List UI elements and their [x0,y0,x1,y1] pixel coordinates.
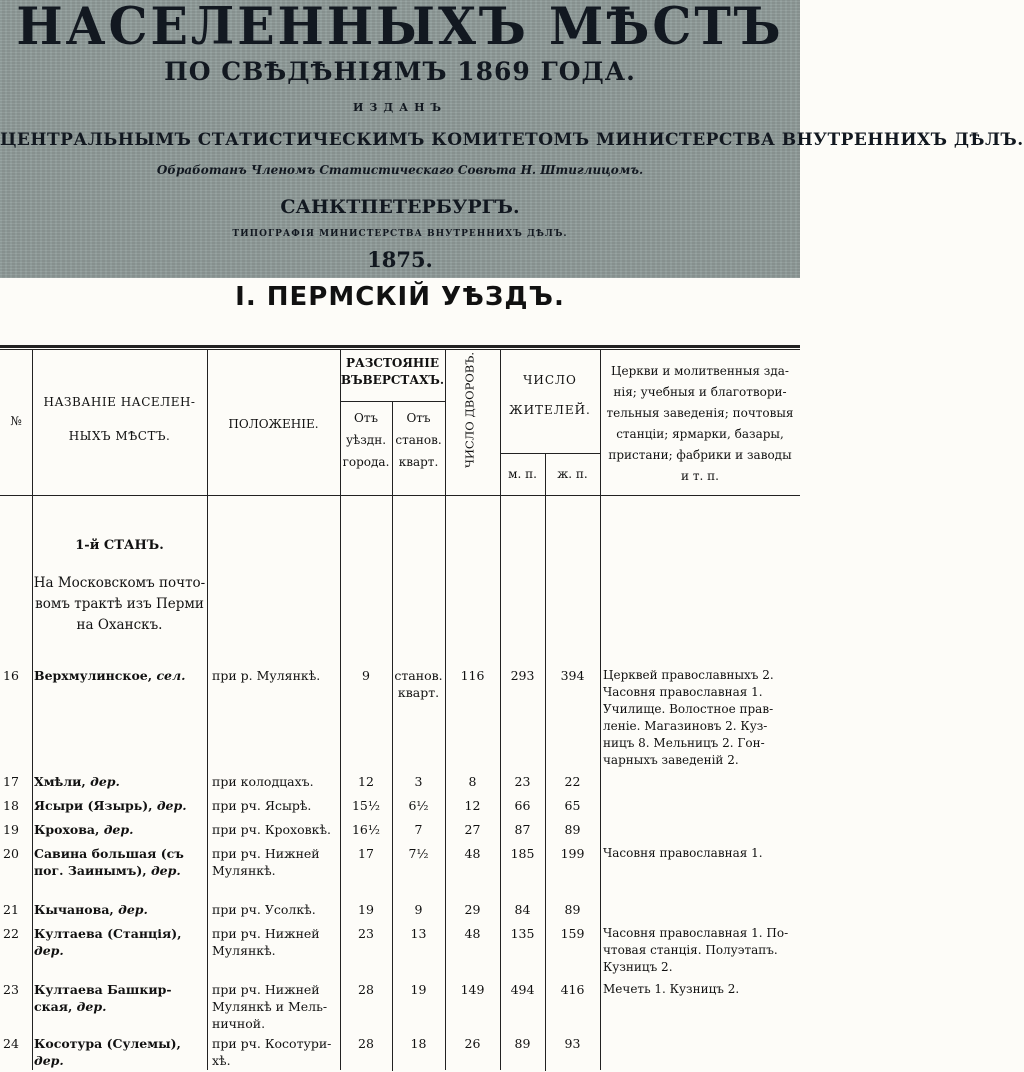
settlement-position [212,1035,338,1069]
text-line: при рч. Косотури- [212,1036,332,1051]
households: 27 [464,822,481,837]
distance-town: 17 [358,846,374,861]
notes [603,845,799,862]
male-count: 135 [510,926,535,941]
settlement-position [212,845,338,879]
households: 48 [464,846,481,861]
column-rule [600,350,601,1070]
stan-heading: 1-й СТАНЪ. [75,538,164,553]
female-count: 199 [560,846,585,861]
row-number: 18 [3,798,19,813]
male-count: 23 [514,774,531,789]
text-line: при рч. Ясырѣ. [212,798,312,813]
settlement-name-text: Косотура (Сулемы), [34,1036,181,1051]
text-line: на Оханскъ. [76,617,163,633]
settlement-name [34,901,204,918]
text-line: тельныя заведенія; почтовыя [606,406,794,420]
header-inhabitants [500,365,600,425]
text-line: Отъ [406,411,431,425]
text-line: Церквей православныхъ 2. [603,668,774,682]
female-count: 159 [560,926,585,941]
text-line: станов. [395,433,442,447]
female-count: 22 [564,774,581,789]
column-rule [445,350,446,1070]
female-count: 65 [564,798,581,813]
text-line: при р. Мулянкѣ. [212,668,321,683]
header-position: ПОЛОЖЕНІЕ. [228,417,319,431]
female-count: 89 [564,822,581,837]
row-number: 23 [3,982,19,997]
distance-town: 19 [358,902,374,917]
cover-publisher: ЦЕНТРАЛЬНЫМЪ СТАТИСТИЧЕСКИМЪ КОМИТЕТОМЪ МИНИСТЕРСТВА ВНУТРЕННИХЪ ДѢЛЪ. [0,130,1024,150]
header-number: № [10,414,22,428]
text-line: ЧИСЛО [523,373,577,387]
settlement-name-text: Крохова, [34,822,100,837]
settlement-name [34,981,204,1015]
households: 29 [464,902,481,917]
distance-town: 9 [362,668,370,683]
distance-town: 23 [358,926,374,941]
header-distance-stan [392,407,445,473]
text-line: ницъ 8. Мельницъ 2. Гон- [603,736,765,750]
female-count: 416 [560,982,585,997]
distance-town: 15½ [351,798,381,813]
female-count: 89 [564,902,581,917]
text-line: чтовая станція. Полуэтапъ. [603,943,778,957]
text-line: 6½ [408,798,429,813]
settlement-name-text: Култаева (Станція), [34,926,182,941]
male-count: 89 [514,1036,531,1051]
distance-town: 16½ [351,822,381,837]
cover-subtitle: ПО СВѢДѢНІЯМЪ 1869 ГОДА. [164,57,636,86]
header-distance-town [340,407,392,473]
text-line: кварт. [398,455,439,469]
header-bottom-rule [0,495,800,496]
text-line: Мулянкѣ. [212,943,276,958]
cover-year: 1875. [367,247,433,272]
header-households: ЧИСЛО ДВОРОВЪ. [462,351,477,469]
notes [603,981,799,998]
row-number: 20 [3,846,19,861]
text-line: Кузницъ 2. [603,960,673,974]
text-line: 18 [410,1036,427,1051]
column-rule [207,350,208,1070]
settlement-name [34,845,204,879]
text-line: Училище. Волостное прав- [603,702,774,716]
settlement-type: дер. [152,798,187,813]
settlement-position [212,901,338,918]
distance-town: 28 [358,982,374,997]
header-notes [602,361,798,487]
text-line: НАЗВАНІЕ НАСЕЛЕН- [43,395,196,409]
text-line: НЫХЪ МѢСТЪ. [68,429,171,443]
text-line: леніе. Магазиновъ 2. Куз- [603,719,768,733]
settlement-name [34,821,204,838]
column-rule [32,350,33,1070]
text-line: при рч. Усолкѣ. [212,902,316,917]
households: 116 [460,668,485,683]
text-line: Отъ [353,411,379,425]
text-line: при рч. Кроховкѣ. [212,822,331,837]
text-line: при рч. Нижней [212,846,320,861]
male-count: 84 [514,902,531,917]
text-line: На Московскомъ почто- [33,575,206,591]
text-line: ЖИТЕЛЕЙ. [509,403,591,417]
text-line: ничной. [212,1016,266,1031]
header-male: м. п. [508,467,537,481]
distance-stan [392,797,445,814]
settlement-type: дер. [113,902,148,917]
cover-printer: ТИПОГРАФІЯ МИНИСТЕРСТВА ВНУТРЕННИХЪ ДѢЛЪ. [232,229,568,239]
text-line: пристани; фабрики и заводы [608,448,792,462]
subheader-rule [340,401,445,402]
row-number: 22 [3,926,19,941]
text-line: нія; учебныя и благотвори- [613,385,787,399]
male-count: 66 [514,798,531,813]
row-number: 16 [3,668,19,683]
settlement-position [212,667,338,684]
settlement-type: дер. [146,863,181,878]
households: 149 [460,982,485,997]
text-line: вомъ трактѣ изъ Перми [35,596,204,612]
distance-stan [392,1035,445,1052]
text-line: РАЗСТОЯНІЕ [345,356,440,370]
notes [603,667,799,769]
distance-stan [392,925,445,942]
settlement-position [212,821,338,838]
settlement-name [34,667,204,684]
female-count: 93 [564,1036,581,1051]
households: 12 [464,798,481,813]
cover-issued: ИЗДАНЪ [353,101,447,114]
header-distance [340,355,445,389]
text-line: при рч. Нижней [212,982,320,997]
route-heading [32,573,207,636]
header-name [32,385,207,453]
settlement-type: дер. [34,1053,64,1068]
text-line: 9 [414,902,423,917]
row-number: 19 [3,822,19,837]
row-number: 21 [3,902,19,917]
distance-stan [392,821,445,838]
text-line: станов. [394,668,443,683]
text-line: Церкви и молитвенныя зда- [611,364,789,378]
text-line: при рч. Нижней [212,926,320,941]
text-line: 13 [410,926,427,941]
settlement-type: сел. [152,668,186,683]
households: 48 [464,926,481,941]
text-line: города. [342,455,390,469]
table-top-rule [0,345,800,348]
settlement-position [212,925,338,959]
text-line: и т. п. [681,469,719,483]
distance-town: 12 [358,774,374,789]
settlement-name [34,797,204,814]
settlement-name [34,925,204,959]
text-line: Мечеть 1. Кузницъ 2. [603,982,740,996]
distance-stan [392,667,445,701]
text-line: хѣ. [212,1053,231,1068]
distance-stan [392,773,445,790]
subheader-rule [500,453,600,454]
households: 8 [468,774,477,789]
settlement-name-text: Хмѣли, [34,774,86,789]
settlement-name-text: Ясыри (Язырь), [34,798,153,813]
title-page-cover [0,0,1024,278]
cover-city: САНКТПЕТЕРБУРГЪ. [280,196,520,218]
settlement-type: дер. [34,943,64,958]
settlements-table [0,345,800,1072]
text-line: 7 [414,822,423,837]
column-rule [545,453,546,1071]
male-count: 185 [510,846,535,861]
text-line: Мулянкѣ. [212,863,276,878]
settlement-position [212,773,338,790]
distance-stan [392,901,445,918]
header-female: ж. п. [557,467,588,481]
row-number: 24 [3,1036,19,1051]
settlement-type: дер. [72,999,107,1014]
section-title: I. ПЕРМСКІЙ УѢЗДЪ. [235,282,565,312]
male-count: 494 [510,982,535,997]
text-line: Часовня православная 1. По- [603,926,789,940]
column-rule [500,350,501,1070]
text-line: 19 [410,982,427,997]
text-line: станціи; ярмарки, базары, [616,427,784,441]
cover-title: НАСЕЛЕННЫХЪ МѢСТЪ [16,0,784,57]
distance-stan [392,845,445,862]
settlement-position [212,981,338,1032]
settlement-type: дер. [85,774,120,789]
settlement-name-text: Култаева Башкир-ская, [34,982,172,1014]
cover-processed-by: Обработанъ Членомъ Статистическаго Совѣта Н. Штиглицомъ. [156,163,644,177]
settlement-position [212,797,338,814]
settlement-name-text: Савина большая (съ пог. Заинымъ), [34,846,184,878]
households: 26 [464,1036,481,1051]
text-line: кварт. [397,685,440,700]
text-line: 3 [414,774,423,789]
column-rule [392,401,393,1071]
notes [603,925,799,976]
text-line: чарныхъ заведеній 2. [603,753,739,767]
text-line: уѣздн. [345,433,387,447]
text-line: при колодцахъ. [212,774,314,789]
male-count: 87 [514,822,531,837]
text-line: ВЪВЕРСТАХЪ. [340,373,445,387]
male-count: 293 [510,668,535,683]
text-line: Мулянкѣ и Мель- [212,999,328,1014]
text-line: 7½ [408,846,429,861]
text-line: Часовня православная 1. [603,685,763,699]
row-number: 17 [3,774,19,789]
distance-stan [392,981,445,998]
settlement-type: дер. [99,822,134,837]
female-count: 394 [560,668,585,683]
distance-town: 28 [358,1036,374,1051]
settlement-name [34,773,204,790]
settlement-name [34,1035,204,1069]
settlement-name-text: Верхмулинское, [34,668,153,683]
table-top-rule-thin [0,349,800,350]
settlement-name-text: Кычанова, [34,902,114,917]
text-line: Часовня православная 1. [603,846,763,860]
